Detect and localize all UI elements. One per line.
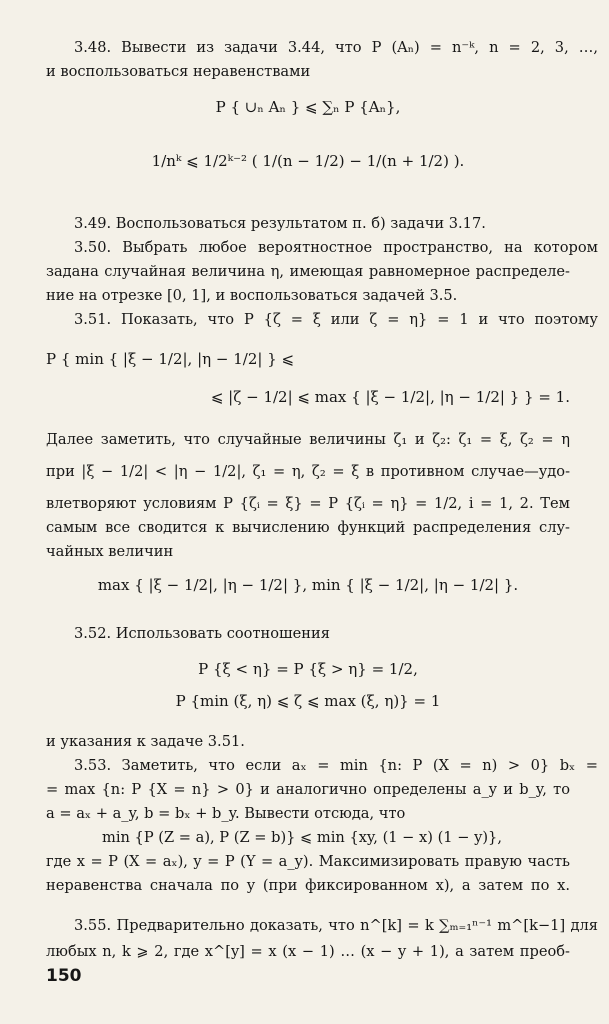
problem-3-51-line-5: самым все сводится к вычислению функций распределения слу-	[46, 519, 570, 536]
formula-3-51-max: ⩽ |ζ − 1/2| ⩽ max { |ξ − 1/2|, |η − 1/2| } } = 1.	[210, 388, 570, 406]
problem-3-53-line-3: a = aₓ + a_y, b = bₓ + b_y. Вывести отсюда, что	[46, 805, 406, 822]
page-number: 150	[46, 966, 82, 986]
formula-3-51-min: P { min { |ξ − 1/2|, |η − 1/2| } ⩽	[46, 350, 295, 368]
formula-3-48-union: P { ∪ₙ Aₙ } ⩽ ∑ₙ P {Aₙ},	[215, 98, 401, 116]
formula-3-52-probabilities: P {ξ < η} = P {ξ > η} = 1/2,	[198, 660, 418, 678]
problem-3-48-line-1: 3.48. Вывести из задачи 3.44, что P (Aₙ) = n⁻ᵏ, n = 2, 3, …,	[74, 39, 598, 56]
formula-3-48-inequality: 1/nᵏ ⩽ 1/2ᵏ⁻² ( 1/(n − 1/2) − 1/(n + 1/2) ).	[151, 152, 465, 170]
problem-3-51-line-4: влетворяют условиям P {ζᵢ = ξ} = P {ζᵢ = η} = 1/2, i = 1, 2. Тем	[46, 495, 570, 512]
problem-3-52: 3.52. Использовать соотношения	[74, 625, 330, 642]
formula-3-52-min-max: P {min (ξ, η) ⩽ ζ ⩽ max (ξ, η)} = 1	[175, 692, 441, 710]
problem-3-49: 3.49. Воспользоваться результатом п. б) задачи 3.17.	[74, 215, 486, 232]
problem-3-51-line-3: при |ξ − 1/2| < |η − 1/2|, ζ₁ = η, ζ₂ = ξ в противном случае—удо-	[46, 463, 570, 480]
formula-3-53: min {P (Z = a), P (Z = b)} ⩽ min {xy, (1 − x) (1 − y)},	[102, 829, 502, 846]
formula-3-51-max-min: max { |ξ − 1/2|, |η − 1/2| }, min { |ξ − 1/2|, |η − 1/2| }.	[97, 576, 519, 594]
problem-3-48-line-2: и воспользоваться неравенствами	[46, 63, 311, 80]
problem-3-50-line-1: 3.50. Выбрать любое вероятностное пространство, на котором	[74, 239, 598, 256]
problem-3-51-line-6: чайных величин	[46, 543, 174, 560]
problem-3-50-line-3: ние на отрезке [0, 1], и воспользоваться задачей 3.5.	[46, 287, 458, 304]
problem-3-53-line-5: неравенства сначала по y (при фиксированном x), а затем по x.	[46, 877, 570, 894]
problem-3-51-line-1: 3.51. Показать, что P {ζ = ξ или ζ = η} = 1 и что поэтому	[74, 311, 598, 328]
problem-3-53-line-2: = max {n: P {X = n} > 0} и аналогично определены a_y и b_y, то	[46, 781, 570, 798]
problem-3-55-line-1: 3.55. Предварительно доказать, что n^[k] = k ∑ₘ₌₁ⁿ⁻¹ m^[k−1] для	[74, 917, 598, 934]
problem-3-53-line-4: где x = P (X = aₓ), y = P (Y = a_y). Максимизировать правую часть	[46, 853, 570, 870]
problem-3-50-line-2: задана случайная величина η, имеющая равномерное распределе-	[46, 263, 570, 280]
problem-3-55-line-2: любых n, k ⩾ 2, где x^[y] = x (x − 1) … (x − y + 1), а затем преоб-	[46, 943, 570, 960]
problem-3-52-line-2: и указания к задаче 3.51.	[46, 733, 245, 750]
problem-3-51-line-2: Далее заметить, что случайные величины ζ₁ и ζ₂: ζ₁ = ξ, ζ₂ = η	[46, 431, 570, 448]
problem-3-53-line-1: 3.53. Заметить, что если aₓ = min {n: P (X = n) > 0} bₓ =	[74, 757, 598, 774]
